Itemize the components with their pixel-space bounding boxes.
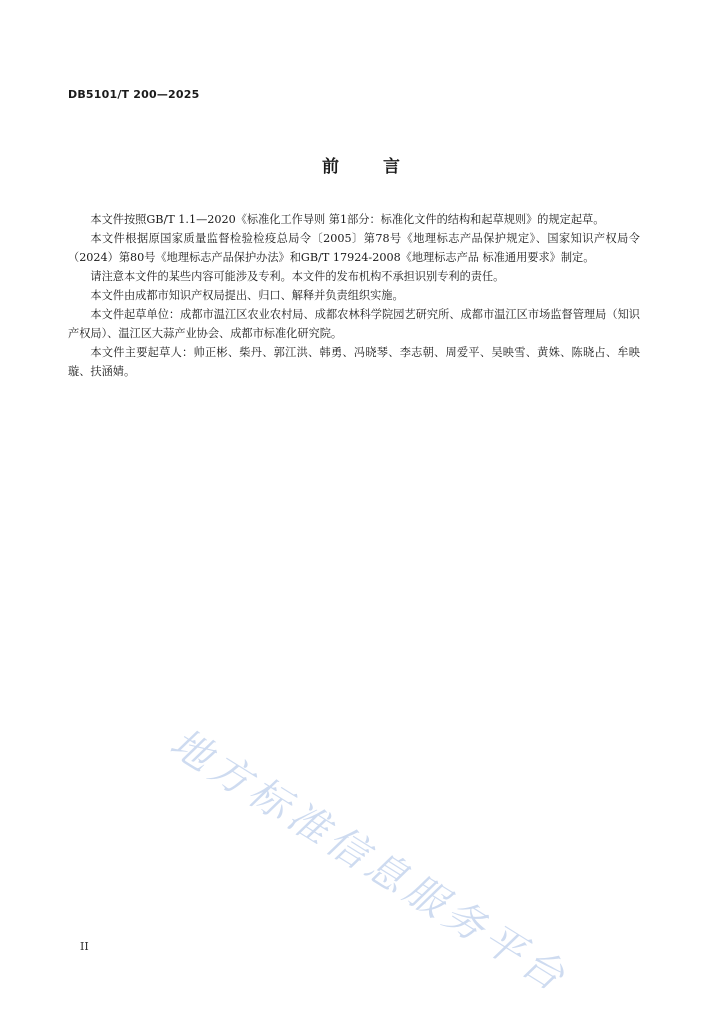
paragraph-drafters: 本文件主要起草人：帅正彬、柴丹、郭江洪、韩勇、冯晓琴、李志朝、周爱平、吴映雪、黄姝、陈晓占、牟映璇、扶涵婧。 bbox=[68, 346, 640, 378]
paragraph-patent-notice: 请注意本文件的某些内容可能涉及专利。本文件的发布机构不承担识别专利的责任。 bbox=[90, 270, 505, 283]
paragraph-proposer: 本文件由成都市知识产权局提出、归口、解释并负责组织实施。 bbox=[90, 289, 404, 302]
page-number: II bbox=[80, 940, 89, 953]
paragraph-legal-basis: 本文件根据原国家质量监督检验检疫总局令〔2005〕第78号《地理标志产品保护规定》、国家知识产权局令（2024）第80号《地理标志产品保护办法》和GB/T 17924-2008《地理标志产品 标准通用要求》制定。 bbox=[68, 232, 640, 264]
watermark-text: 地方标准信息服务平台 bbox=[161, 719, 577, 1003]
title-part-2: 言 bbox=[383, 157, 402, 177]
paragraph-drafting-rules: 本文件按照GB/T 1.1—2020《标准化工作导则 第1部分：标准化文件的结构和起草规则》的规定起草。 bbox=[90, 213, 605, 226]
title-part-1: 前 bbox=[322, 157, 341, 177]
foreword-body bbox=[68, 210, 640, 381]
page-title bbox=[0, 152, 724, 177]
paragraph-drafting-units: 本文件起草单位：成都市温江区农业农村局、成都农林科学院园艺研究所、成都市温江区市场监督管理局（知识产权局）、温江区大蒜产业协会、成都市标准化研究院。 bbox=[68, 308, 640, 340]
standard-code: DB5101/T 200—2025 bbox=[68, 88, 200, 101]
